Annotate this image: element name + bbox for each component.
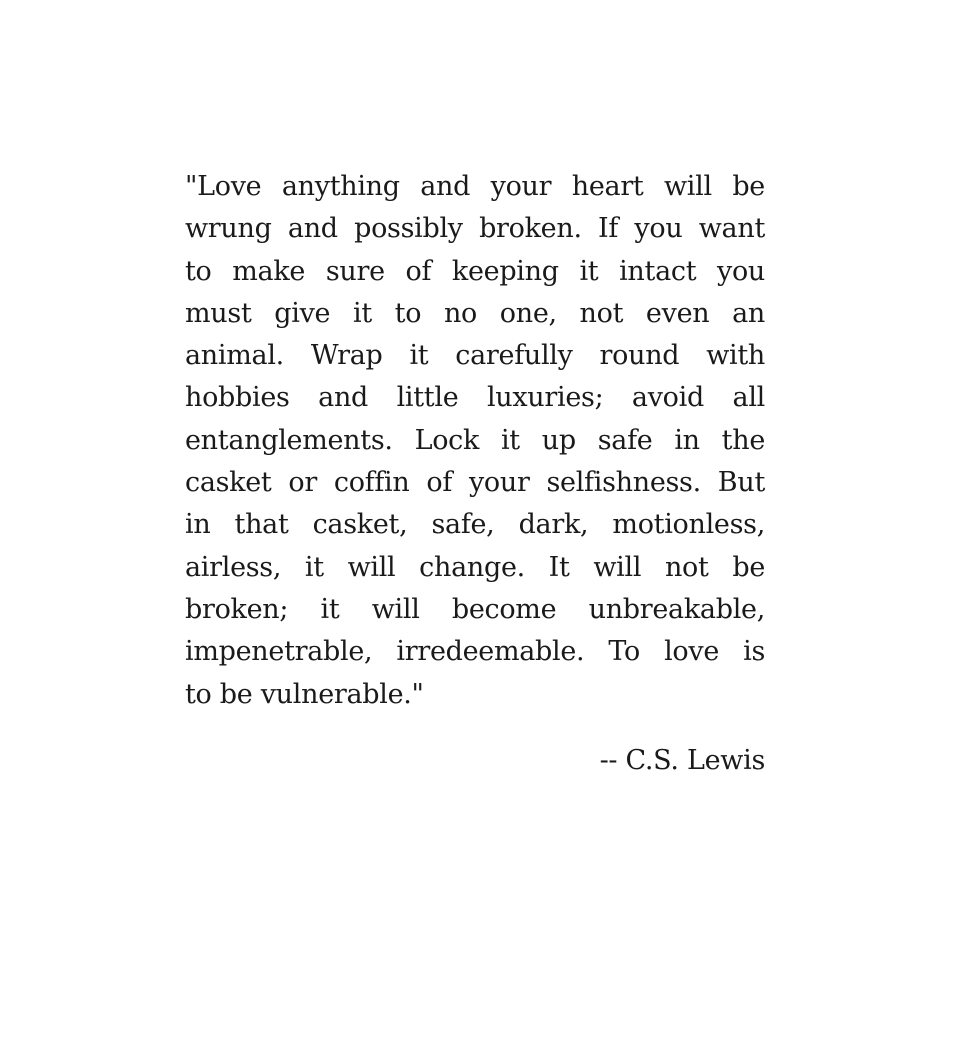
quote-line: entanglements. Lock it up safe in the (185, 424, 765, 456)
quote-line: to make sure of keeping it intact you (185, 255, 765, 287)
quote-text (185, 166, 765, 716)
quote-attribution: -- C.S. Lewis (599, 745, 765, 776)
quote-line: "Love anything and your heart will be (185, 171, 765, 202)
quote-line: in that casket, safe, dark, motionless, (185, 509, 765, 541)
quote-line: airless, it will change. It will not be (185, 551, 765, 583)
quote-line: to be vulnerable." (185, 678, 424, 710)
quote-line: broken; it will become unbreakable, (185, 593, 765, 625)
quote-line: impenetrable, irredeemable. To love is (185, 636, 765, 668)
quote-line: animal. Wrap it carefully round with (185, 340, 765, 372)
quote-line: hobbies and little luxuries; avoid all (185, 382, 765, 414)
quote-line: must give it to no one, not even an (185, 297, 765, 329)
quote-line: wrung and possibly broken. If you want (185, 213, 765, 245)
quote-line: casket or coffin of your selfishness. But (185, 467, 765, 499)
